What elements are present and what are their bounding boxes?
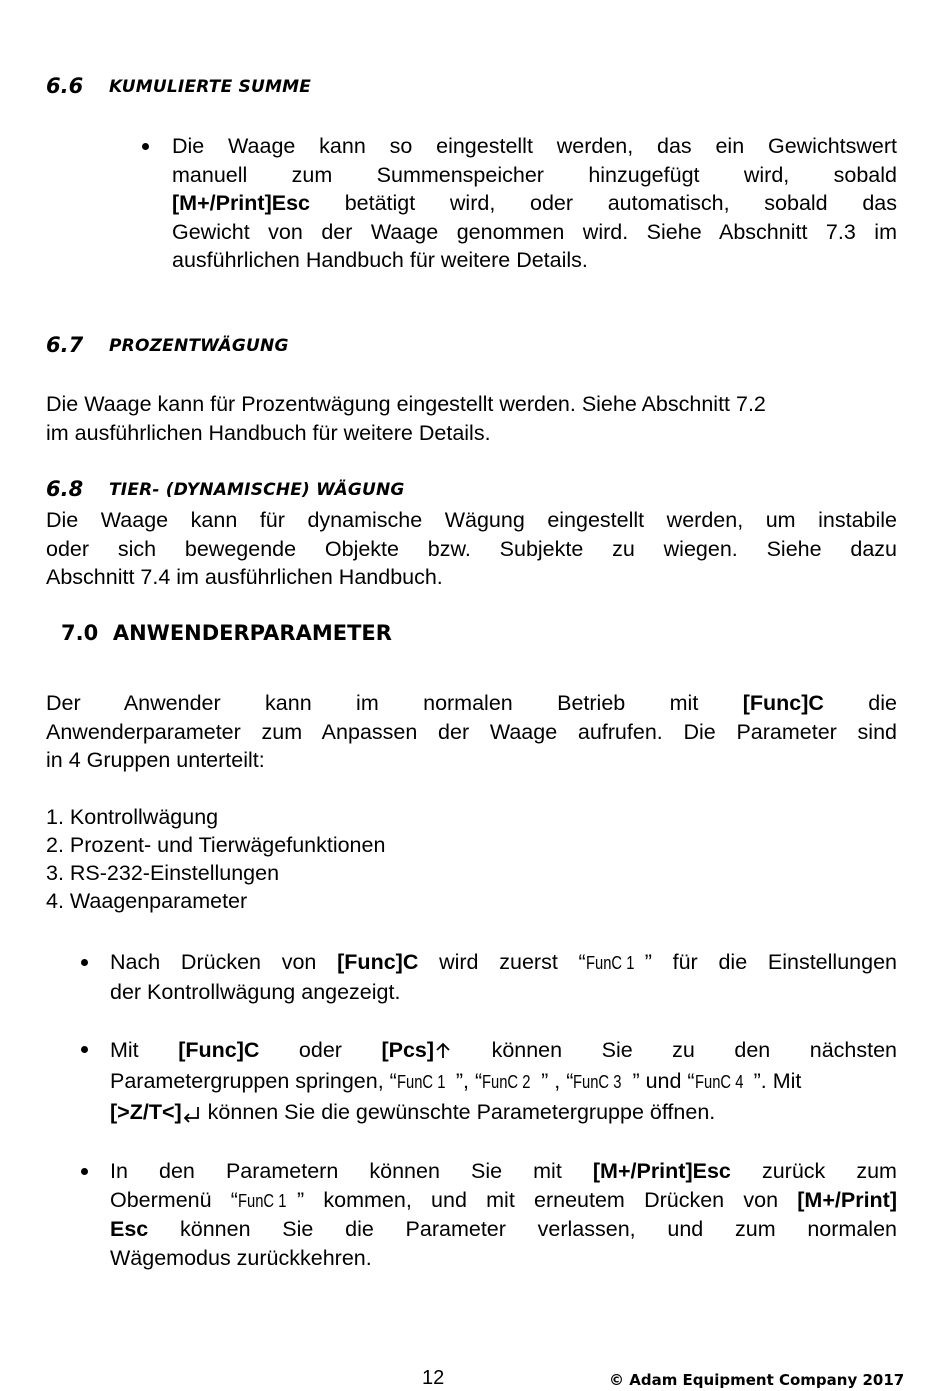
list-item: 2. Prozent- und Tierwägefunktionen: [46, 833, 386, 857]
text-fragment: Mit: [110, 1038, 139, 1062]
bullet-icon: [81, 1046, 88, 1053]
key-label: [Func]C: [337, 950, 419, 974]
key-label: [Func]C: [178, 1038, 260, 1062]
section-title: KUMULIERTE SUMME: [109, 77, 312, 97]
bullet-paragraph: [110, 1157, 897, 1272]
enter-icon: [182, 1105, 202, 1123]
text-fragment: können Sie die Parameter verlassen, und zum normalen: [180, 1217, 897, 1242]
text-fragment: ” und “: [632, 1068, 695, 1093]
text-fragment: können Sie die gewünschte Parametergruppe öffnen.: [207, 1100, 716, 1124]
paragraph: [46, 506, 897, 592]
text-line: [110, 1097, 897, 1128]
text-fragment: zurück zum: [761, 1159, 897, 1183]
text-fragment: können Sie zu den nächsten: [491, 1038, 898, 1062]
list-item: 3. RS-232-Einstellungen: [46, 861, 280, 885]
text-line: [110, 1215, 897, 1244]
text-line: [110, 948, 897, 978]
text-fragment: In den Parametern können Sie mit: [110, 1159, 562, 1183]
paragraph: [46, 390, 897, 447]
intro-paragraph: [46, 689, 897, 775]
bullet-icon: [81, 959, 88, 966]
page-number: 12: [422, 1367, 445, 1389]
display-code: FunC 3: [573, 1071, 622, 1092]
text-line: Die Waage kann für dynamische Wägung eingestellt werden, um instabile: [46, 508, 897, 532]
display-code: FunC 2: [482, 1071, 531, 1092]
text-fragment: betätigt wird, oder automatisch, sobald das: [344, 191, 897, 216]
display-code: FunC 4: [694, 1071, 743, 1092]
text-line: ausführlichen Handbuch für weitere Details.: [172, 248, 588, 273]
text-fragment: ”, “: [455, 1068, 483, 1093]
text-line: Anwenderparameter zum Anpassen der Waage aufrufen. Die Parameter sind: [46, 719, 897, 744]
display-code: FunC 1: [585, 953, 635, 973]
section-number: 6.6: [46, 74, 84, 98]
section-title: PROZENTWÄGUNG: [109, 336, 289, 356]
text-line: Die Waage kann für Prozentwägung eingestellt werden. Siehe Abschnitt 7.2: [46, 392, 766, 416]
key-label: [M+/Print]Esc: [592, 1159, 731, 1183]
text-fragment: oder: [298, 1038, 342, 1062]
text-line: [46, 689, 897, 718]
chapter-heading: 7.0 ANWENDERPARAMETER: [61, 621, 392, 645]
text-line: Die Waage kann so eingestellt werden, das ein Gewichtswert: [172, 134, 897, 158]
key-label: [M+/Print]Esc: [172, 191, 310, 216]
display-code: FunC 1: [396, 1071, 446, 1092]
bullet-icon: [142, 143, 149, 150]
key-label: [Pcs]: [381, 1038, 435, 1062]
section-number: 6.8: [46, 477, 84, 501]
text-line: [110, 1186, 897, 1216]
bullet-icon: [81, 1168, 88, 1175]
text-line: Gewicht von der Waage genommen wird. Siehe Abschnitt 7.3 im: [172, 219, 897, 244]
up-arrow-icon: [434, 1041, 452, 1059]
bullet-paragraph: [110, 948, 897, 1006]
text-line: [110, 1157, 897, 1186]
text-fragment: Nach Drücken von: [110, 950, 317, 974]
text-fragment: Der Anwender kann im normalen Betrieb mit: [46, 691, 699, 715]
text-line: im ausführlichen Handbuch für weitere Details.: [46, 420, 491, 445]
text-fragment: ” , “: [541, 1068, 574, 1093]
text-line: in 4 Gruppen unterteilt:: [46, 748, 265, 773]
bullet-paragraph: [110, 1035, 897, 1128]
key-label: [Func]C: [742, 691, 824, 715]
key-label: [M+/Print]: [797, 1187, 897, 1212]
text-line: manuell zum Summenspeicher hinzugefügt wird, sobald: [172, 162, 897, 187]
text-fragment: Obermenü “: [110, 1187, 238, 1212]
list-item: 1. Kontrollwägung: [46, 805, 219, 829]
key-label: [>Z/T<]: [110, 1100, 182, 1124]
text-line: oder sich bewegende Objekte bzw. Subjekte zu wiegen. Siehe dazu: [46, 536, 897, 561]
text-fragment: die: [868, 691, 897, 715]
text-fragment: ” kommen, und mit erneutem Drücken von: [297, 1187, 779, 1212]
text-fragment: ” für die Einstellungen: [644, 950, 897, 974]
copyright-notice: © Adam Equipment Company 2017: [609, 1371, 905, 1389]
text-fragment: wird zuerst “: [439, 950, 586, 974]
text-line: der Kontrollwägung angezeigt.: [110, 979, 401, 1004]
list-item: 4. Waagenparameter: [46, 889, 248, 913]
text-fragment: Parametergruppen springen, “: [110, 1068, 397, 1093]
text-line: Abschnitt 7.4 im ausführlichen Handbuch.: [46, 565, 443, 590]
paragraph: [172, 132, 897, 275]
key-label: Esc: [110, 1217, 149, 1242]
text-line: [110, 1066, 897, 1098]
section-number: 6.7: [46, 333, 84, 357]
display-code: FunC 1: [237, 1190, 287, 1211]
text-line: [172, 189, 897, 218]
section-title: TIER- (DYNAMISCHE) WÄGUNG: [109, 480, 405, 500]
text-fragment: ”. Mit: [753, 1068, 802, 1093]
text-line: Wägemodus zurückkehren.: [110, 1245, 372, 1270]
text-line: [110, 1035, 897, 1066]
